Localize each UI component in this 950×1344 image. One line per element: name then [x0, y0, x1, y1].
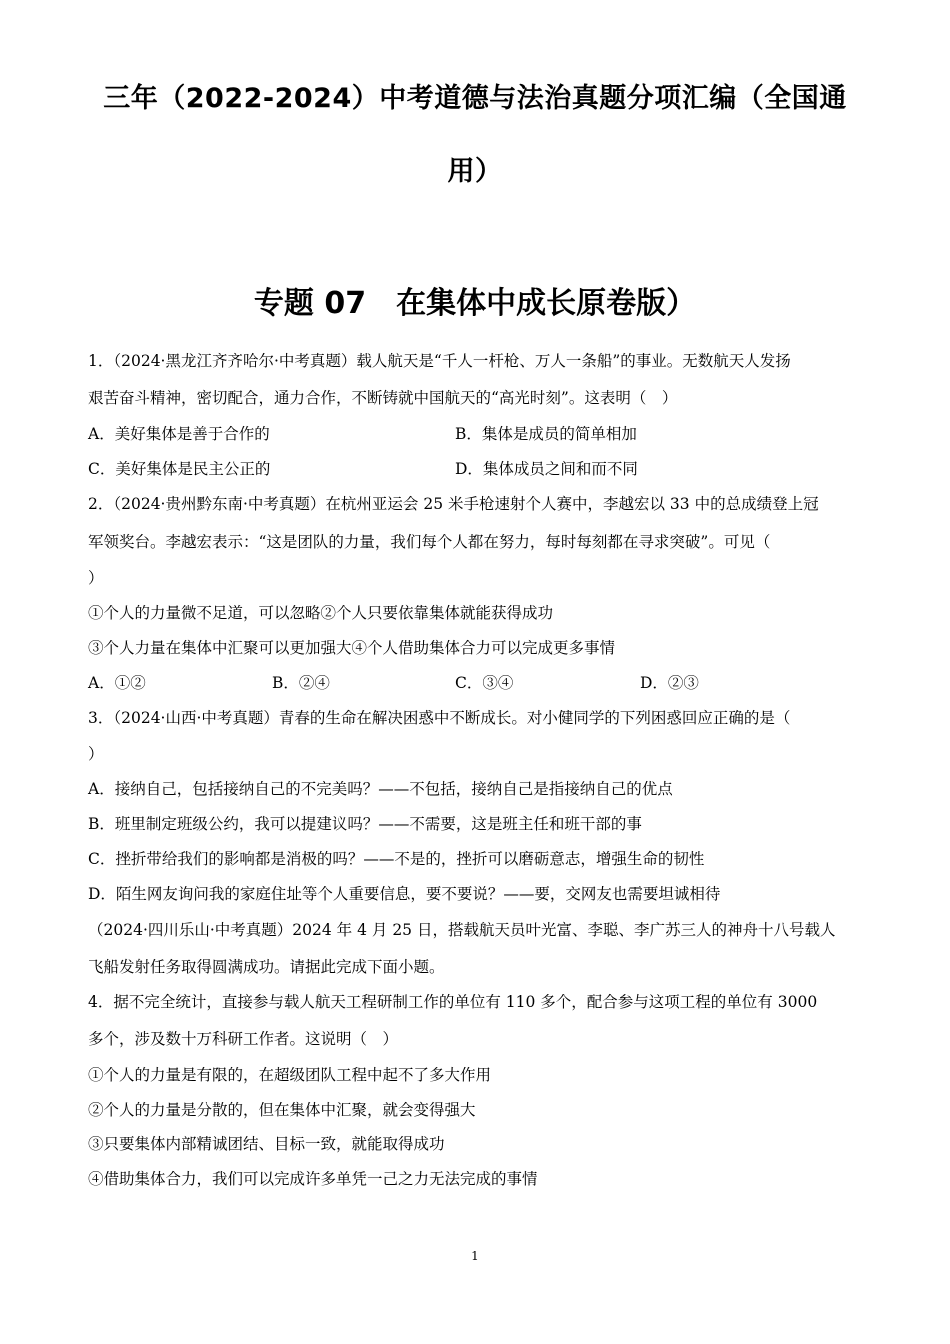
- q3-option-a: A．接纳自己，包括接纳自己的不完美吗？——不包括，接纳自己是指接纳自己的优点: [88, 780, 673, 798]
- q2-statements-1-2: ①个人的力量微不足道，可以忽略②个人只要依靠集体就能获得成功: [88, 604, 554, 622]
- q4-statement-4: ④借助集体合力，我们可以完成许多单凭一己之力无法完成的事情: [88, 1170, 538, 1188]
- q2-option-d: D．②③: [640, 674, 699, 692]
- q2-stem-line3: ）: [88, 569, 104, 587]
- q1-stem-line1: 1．（2024·黑龙江齐齐哈尔·中考真题）载人航天是“千人一杆枪、万人一条船”的事业。无数航天人发扬: [88, 352, 791, 370]
- q2-option-a: A．①②: [88, 674, 146, 692]
- q4-stem-line1: 4．据不完全统计，直接参与载人航天工程研制工作的单位有 110 多个，配合参与这项工程的单位有 3000: [88, 993, 818, 1011]
- q2-statements-3-4: ③个人力量在集体中汇聚可以更加强大④个人借助集体合力可以完成更多事情: [88, 639, 616, 657]
- q3-option-b: B．班里制定班级公约，我可以提建议吗？——不需要，这是班主任和班干部的事: [88, 815, 642, 833]
- q2-option-b: B．②④: [272, 674, 330, 692]
- document-title-line1: 三年（2022-2024）中考道德与法治真题分项汇编（全国通: [103, 83, 847, 114]
- material-line1: （2024·四川乐山·中考真题）2024 年 4 月 25 日，搭载航天员叶光富、李聪、李广苏三人的神舟十八号载人: [88, 921, 836, 939]
- q1-stem-line2: 艰苦奋斗精神，密切配合，通力合作，不断铸就中国航天的“高光时刻”。这表明（ ）: [88, 389, 678, 407]
- q1-option-b: B．集体是成员的简单相加: [455, 425, 637, 443]
- q3-option-c: C．挫折带给我们的影响都是消极的吗？——不是的，挫折可以磨砺意志，增强生命的韧性: [88, 850, 705, 868]
- q1-option-d: D．集体成员之间和而不同: [455, 460, 638, 478]
- topic-heading: 专题 07 在集体中成长原卷版）: [253, 286, 697, 321]
- q1-option-a: A．美好集体是善于合作的: [88, 425, 270, 443]
- q1-option-c: C．美好集体是民主公正的: [88, 460, 271, 478]
- q4-stem-line2: 多个，涉及数十万科研工作者。这说明（ ）: [88, 1030, 399, 1048]
- q2-stem-line1: 2．（2024·贵州黔东南·中考真题）在杭州亚运会 25 米手枪速射个人赛中，李越宏以 33 中的总成绩登上冠: [88, 495, 819, 513]
- q3-stem-line1: 3．（2024·山西·中考真题）青春的生命在解决困惑中不断成长。对小健同学的下列困惑回应正确的是（: [88, 709, 791, 727]
- q4-statement-2: ②个人的力量是分散的，但在集体中汇聚，就会变得强大: [88, 1101, 476, 1119]
- page-number: 1: [471, 1249, 479, 1263]
- q2-stem-line2: 军领奖台。李越宏表示：“这是团队的力量，我们每个人都在努力，每时每刻都在寻求突破”。可见（: [88, 533, 771, 551]
- q3-option-d: D．陌生网友询问我的家庭住址等个人重要信息，要不要说？——要，交网友也需要坦诚相待: [88, 885, 721, 903]
- q4-statement-3: ③只要集体内部精诚团结、目标一致，就能取得成功: [88, 1135, 445, 1153]
- document-title-line2: 用）: [447, 156, 503, 187]
- q3-stem-line2: ）: [88, 745, 104, 763]
- q4-statement-1: ①个人的力量是有限的，在超级团队工程中起不了多大作用: [88, 1066, 492, 1084]
- material-line2: 飞船发射任务取得圆满成功。请据此完成下面小题。: [88, 958, 445, 976]
- q2-option-c: C．③④: [455, 674, 514, 692]
